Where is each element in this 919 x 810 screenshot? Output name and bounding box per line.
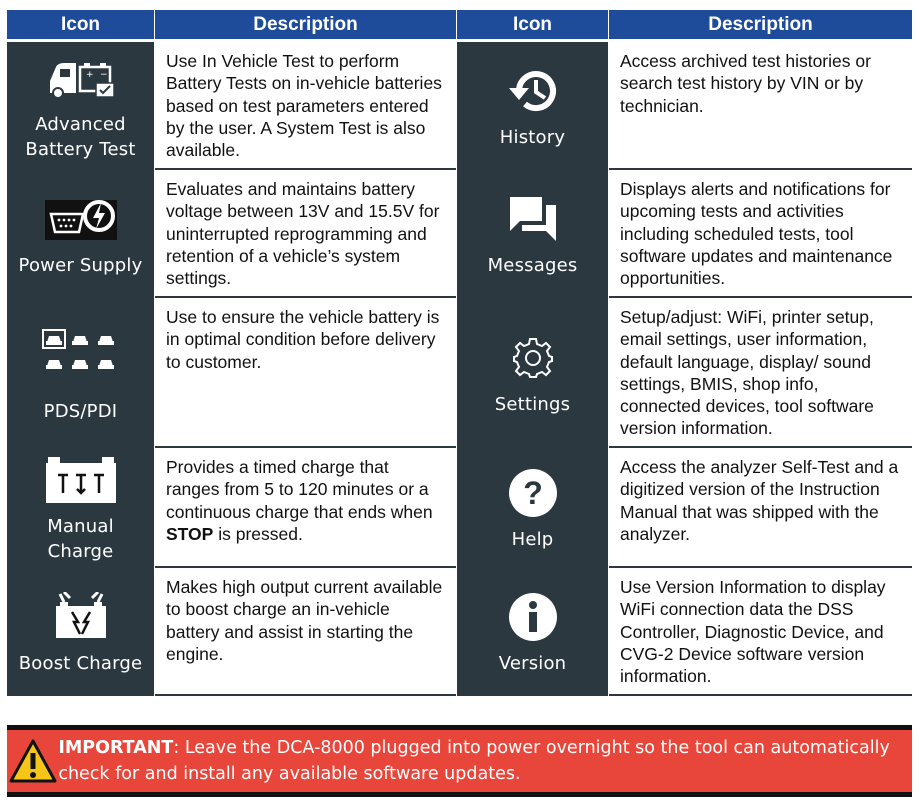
help-label: Help (511, 528, 554, 550)
gear-icon (511, 336, 555, 380)
pds-pdi-label: PDS/PDI (43, 400, 118, 422)
battery-car-icon (46, 53, 116, 103)
advanced-battery-test-description: Use In Vehicle Test to perform Battery Tests on in-vehicle batteries based on test parameters entered by the user. A System Test is also available. (155, 42, 456, 170)
settings-cell (457, 298, 608, 448)
header-description-left: Description (155, 10, 456, 42)
help-icon (507, 467, 559, 519)
manual-charge-description (155, 448, 456, 568)
pds-pdi-cell (7, 298, 154, 448)
manual-charge-cell (7, 448, 154, 568)
messages-label: Messages (487, 254, 578, 276)
info-icon (507, 591, 559, 643)
settings-description: Setup/adjust: WiFi, printer setup, email settings, user information, default language, display/ sound settings, BMIS, shop info, connected devices, tool software version information. (609, 298, 912, 448)
pds-pdi-description: Use to ensure the vehicle battery is in optimal condition before delivery to customer. (155, 298, 456, 448)
messages-description: Displays alerts and notifications for upcoming tests and activities including scheduled tests, tool software updates and maintenance opportunities. (609, 170, 912, 298)
header-icon-left: Icon (7, 10, 154, 42)
version-cell (457, 568, 608, 696)
version-label: Version (498, 652, 567, 674)
feature-table (7, 10, 912, 700)
messages-cell (457, 170, 608, 298)
cars-icon (41, 328, 121, 374)
settings-label: Settings (494, 393, 571, 415)
header-description-right: Description (609, 10, 912, 42)
important-label: IMPORTANT (58, 738, 174, 758)
history-label: History (499, 126, 566, 148)
manual-charge-desc-end: is pressed. (213, 523, 303, 544)
warning-icon (8, 738, 58, 784)
boost-charge-icon (50, 592, 112, 642)
svg-text:?: ? (522, 474, 543, 511)
boost-charge-label: Boost Charge (18, 652, 143, 674)
advanced-battery-test-label: Advanced Battery Test (25, 114, 136, 160)
important-text: : Leave the DCA-8000 plugged into power overnight so the tool can automatically check for and install any available software updates. (58, 738, 890, 784)
important-banner (7, 725, 912, 797)
svg-text:−: − (99, 70, 108, 80)
boost-charge-description: Makes high output current available to boost charge an in-vehicle battery and assist in starting the engine. (155, 568, 456, 696)
power-supply-description: Evaluates and maintains battery voltage between 13V and 15.5V for uninterrupted reprogramming and retention of a vehicle’s system settings. (155, 170, 456, 298)
history-icon (503, 64, 563, 118)
important-message (58, 735, 912, 787)
boost-charge-cell (7, 568, 154, 696)
power-supply-icon (43, 194, 119, 244)
manual-charge-desc-text: Provides a timed charge that ranges from 5 to 120 minutes or a continuous charge that ends when (166, 457, 433, 522)
header-icon-right: Icon (457, 10, 608, 42)
history-description: Access archived test histories or search test history by VIN or by technician. (609, 42, 912, 170)
manual-charge-label: Manual Charge (47, 516, 114, 562)
battery-icon (44, 455, 118, 505)
svg-text:+: + (85, 70, 94, 80)
advanced-battery-test-cell (7, 42, 154, 170)
power-supply-label: Power Supply (18, 254, 143, 276)
stop-keyword: STOP (166, 523, 214, 544)
help-cell (457, 448, 608, 568)
messages-icon (506, 193, 560, 245)
history-cell (457, 42, 608, 170)
power-supply-cell (7, 170, 154, 298)
version-description: Use Version Information to display WiFi connection data the DSS Controller, Diagnostic Device, and CVG-2 Device software version information. (609, 568, 912, 696)
help-description: Access the analyzer Self-Test and a digitized version of the Instruction Manual that was shipped with the analyzer. (609, 448, 912, 568)
